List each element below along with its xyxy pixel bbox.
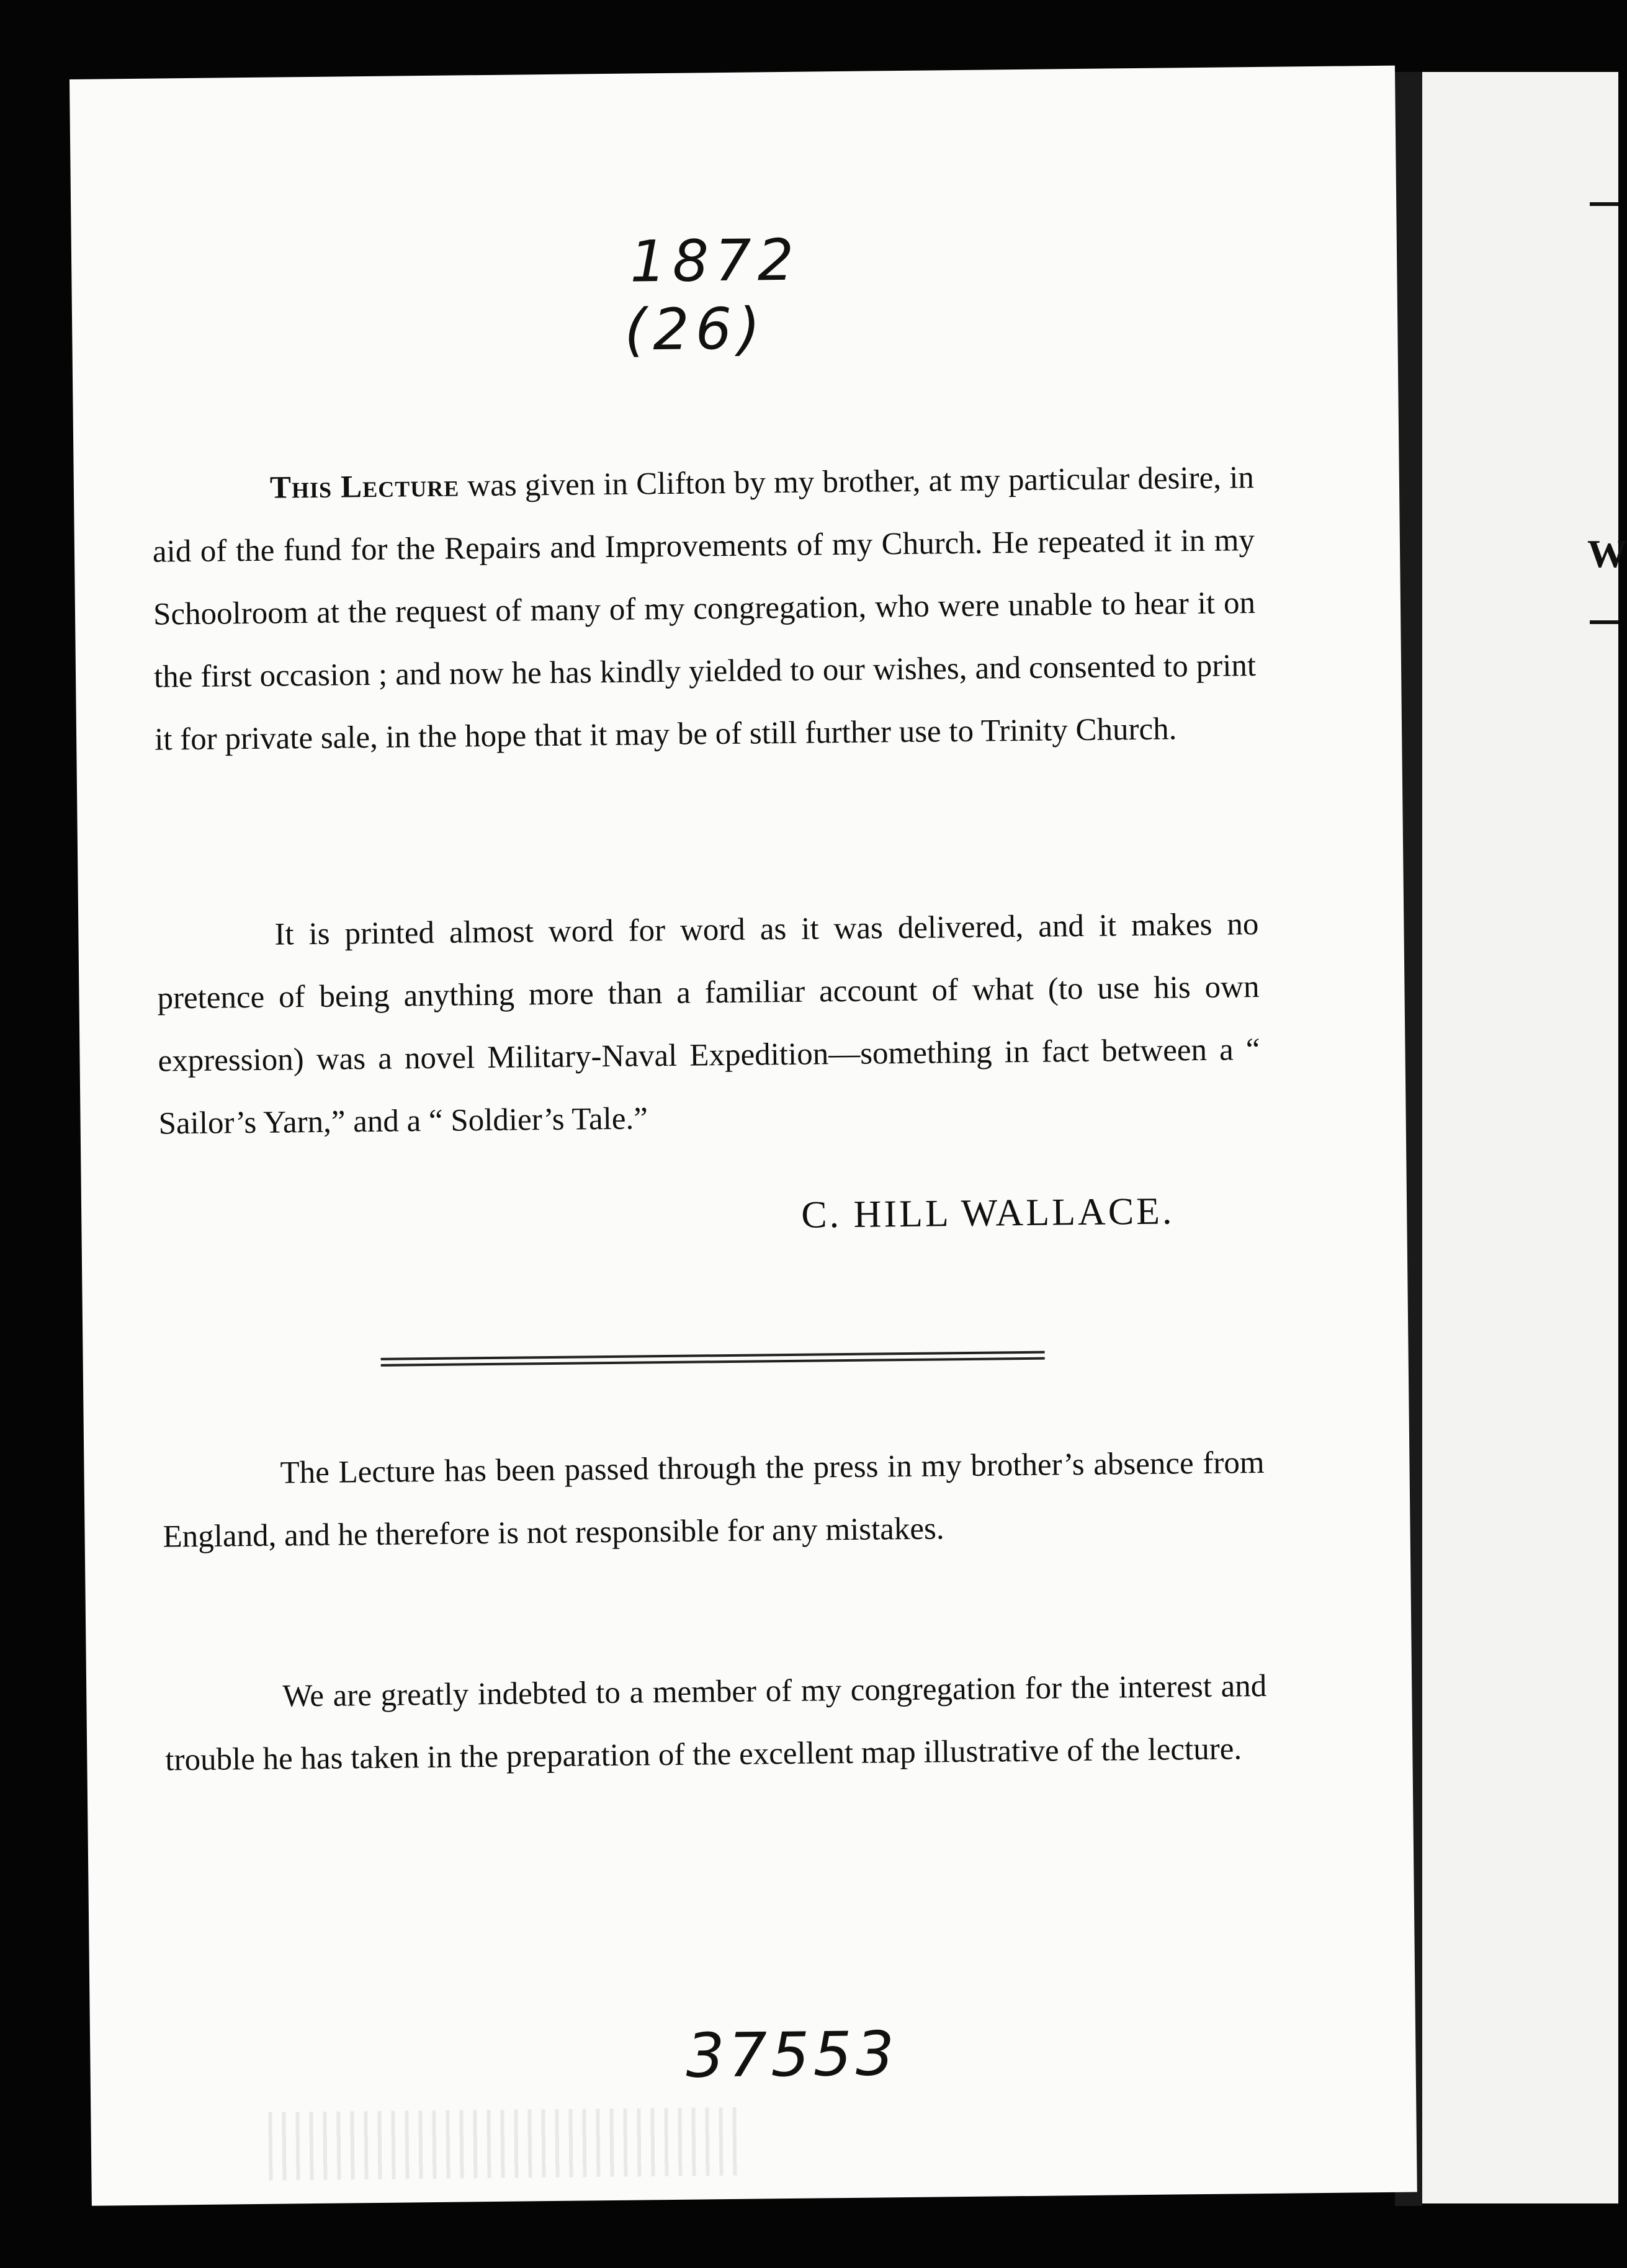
facing-rule [1590,620,1618,624]
handwritten-number: (26) [624,295,767,364]
section-divider [381,1351,1045,1370]
preface-paragraph-1 [151,447,1257,772]
handwritten-catalog-number: 37553 [685,2019,899,2092]
facing-rule [1590,202,1618,206]
note-text-2: We are greatly indebted to a member of my congregation for the interest and trouble he has taken in the preparation of the excellent map illustrative of the lecture. [165,1668,1267,1778]
signature: C. HILL WALLACE. [800,1190,1175,1236]
library-stamp [268,2107,740,2181]
preface-text-2: It is printed almost word for word as it was delivered, and it makes no pretence of being anything more than a familiar account of what (to use his own expression) was a novel Military-Naval Expedition—something in fact between a “ Sailor’s Yarn,” and a “ Soldier’s Tale.” [157,907,1260,1141]
preface-text-1: was given in Clifton by my brother, at my particular desire, in aid of the fund for the Repairs and Improvements of my Church. He repeated it in my Schoolroom at the request of many of my congregation, who were unable to hear it on the first occasion ; and now he has kindly yielded to our wishes, and consented to print it for private sale, in the hope that it may be of still further use to Trinity Church. [152,460,1257,757]
handwritten-year: 1872 [629,226,800,295]
facing-page-fragment: W [1587,532,1627,576]
note-text-1: The Lecture has been passed through the press in my brother’s absence from England, and he therefore is not responsible for any mistakes. [163,1445,1265,1555]
document-page [69,66,1417,2206]
note-paragraph-2 [164,1655,1268,1792]
facing-page [1422,72,1627,2203]
note-paragraph-1 [162,1432,1265,1569]
preface-paragraph-2 [156,893,1261,1156]
preface-lead: This Lecture [269,468,460,506]
